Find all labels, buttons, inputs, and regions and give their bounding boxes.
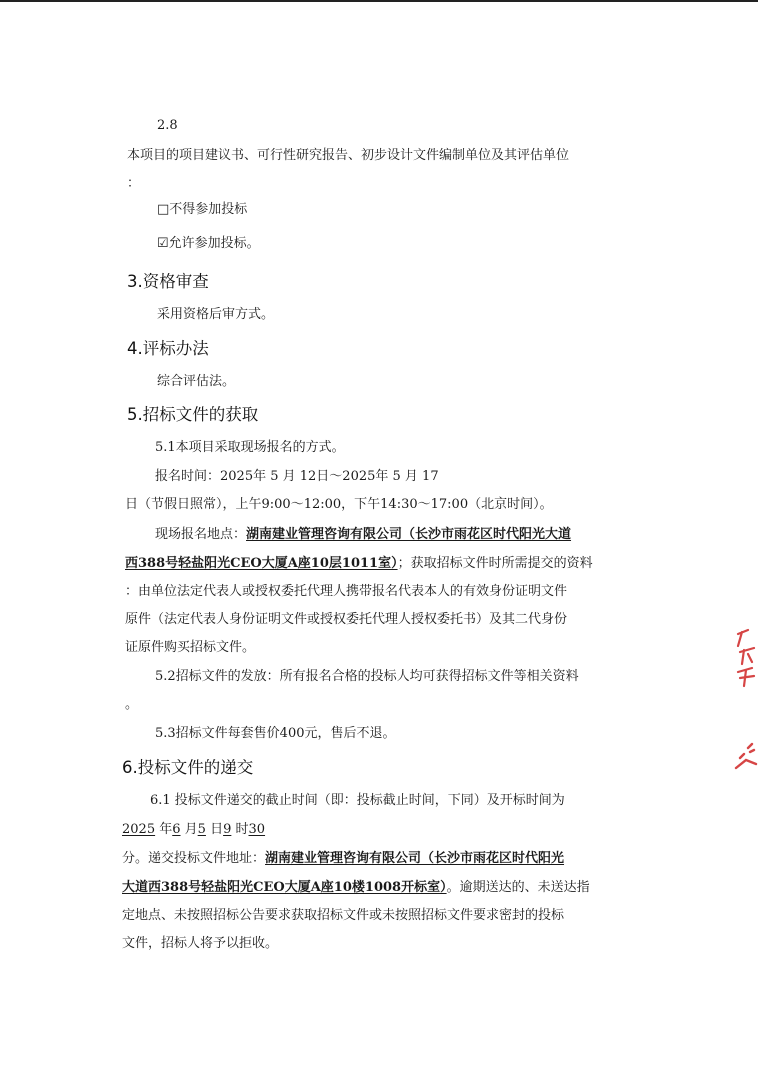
distribution-line2: 。 [125, 697, 139, 712]
deadline-day-unit: 日 [205, 822, 224, 837]
deadline-minute-unit-and-label: 分。递交投标文件地址： [122, 851, 266, 866]
option-allowed: ☑允许参加投标。 [157, 236, 260, 251]
deadline-day: 5 [197, 822, 206, 837]
evaluation-text: 综合评估法。 [157, 374, 236, 389]
registration-time-line2: 日（节假日照常），上午9:00～12:00，下午14:30～17:00（北京时间）。 [125, 497, 553, 512]
submission-address-part2: 大道西388号轻盐阳光CEO大厦A座10楼1008开标室） [122, 880, 447, 895]
registration-place-address-part2: 西388号轻盐阳光CEO大厦A座10层1011室） [125, 556, 398, 571]
seal-fragment-lower-icon [734, 738, 758, 774]
clause-number: 2.8 [157, 118, 178, 133]
section-heading-submission: 6.投标文件的递交 [122, 758, 254, 777]
registration-time-line1: 报名时间：2025年 5 月 12日～2025年 5 月 17 [155, 469, 439, 484]
seal-fragment-upper-icon [734, 628, 758, 690]
registration-place-address-part1: 湖南建业管理咨询有限公司（长沙市雨花区时代阳光大道 [246, 527, 572, 542]
section-heading-qualification: 3.资格审查 [127, 272, 209, 291]
registration-place-line1 [155, 526, 571, 544]
document-price: 5.3招标文件每套售价400元，售后不退。 [155, 726, 396, 741]
submission-address-part1: 湖南建业管理咨询有限公司（长沙市雨花区时代阳光 [265, 851, 565, 866]
deadline-date [122, 821, 265, 839]
page-top-border [0, 0, 758, 2]
registration-place-label: 现场报名地点： [155, 527, 247, 542]
submission-address-line2 [122, 879, 590, 897]
late-submission-intro: 。逾期送达的、未送达指 [446, 880, 590, 895]
deadline-line1: 6.1 投标文件递交的截止时间（即：投标截止时间，下同）及开标时间为 [150, 793, 565, 808]
rejection-line1: 定地点、未按照招标公告要求获取招标文件或未按照招标文件要求密封的投标 [122, 908, 565, 923]
required-materials-line2: 原件（法定代表人身份证明文件或授权委托代理人授权委托书）及其二代身份 [125, 612, 568, 627]
required-materials-line3: 证原件购买招标文件。 [125, 640, 256, 655]
section-heading-evaluation: 4.评标办法 [127, 339, 209, 358]
distribution-line1: 5.2招标文件的发放：所有报名合格的投标人均可获得招标文件等相关资料 [155, 669, 579, 684]
deadline-minute: 30 [248, 822, 266, 837]
option-not-allowed: □不得参加投标 [157, 202, 248, 217]
clause-question-colon: ： [127, 176, 141, 191]
qualification-text: 采用资格后审方式。 [157, 307, 275, 322]
required-materials-line1: ：由单位法定代表人或授权委托代理人携带报名代表本人的有效身份证明文件 [125, 584, 568, 599]
deadline-month: 6 [172, 822, 181, 837]
registration-place-line2 [125, 555, 593, 573]
deadline-year: 2025 [122, 822, 156, 837]
rejection-line2: 文件，招标人将予以拒收。 [122, 936, 279, 951]
obtain-method: 5.1本项目采取现场报名的方式。 [155, 440, 345, 455]
clause-question: 本项目的项目建议书、可行性研究报告、初步设计文件编制单位及其评估单位 [127, 148, 570, 163]
deadline-year-unit: 年 [155, 822, 173, 837]
deadline-hour-unit: 时 [231, 822, 249, 837]
section-heading-obtain-docs: 5.招标文件的获取 [127, 405, 259, 424]
required-materials-intro: ；获取招标文件时所需提交的资料 [397, 556, 593, 571]
deadline-month-unit: 月 [180, 822, 198, 837]
submission-address-line1 [122, 850, 564, 868]
deadline-hour: 9 [223, 822, 232, 837]
